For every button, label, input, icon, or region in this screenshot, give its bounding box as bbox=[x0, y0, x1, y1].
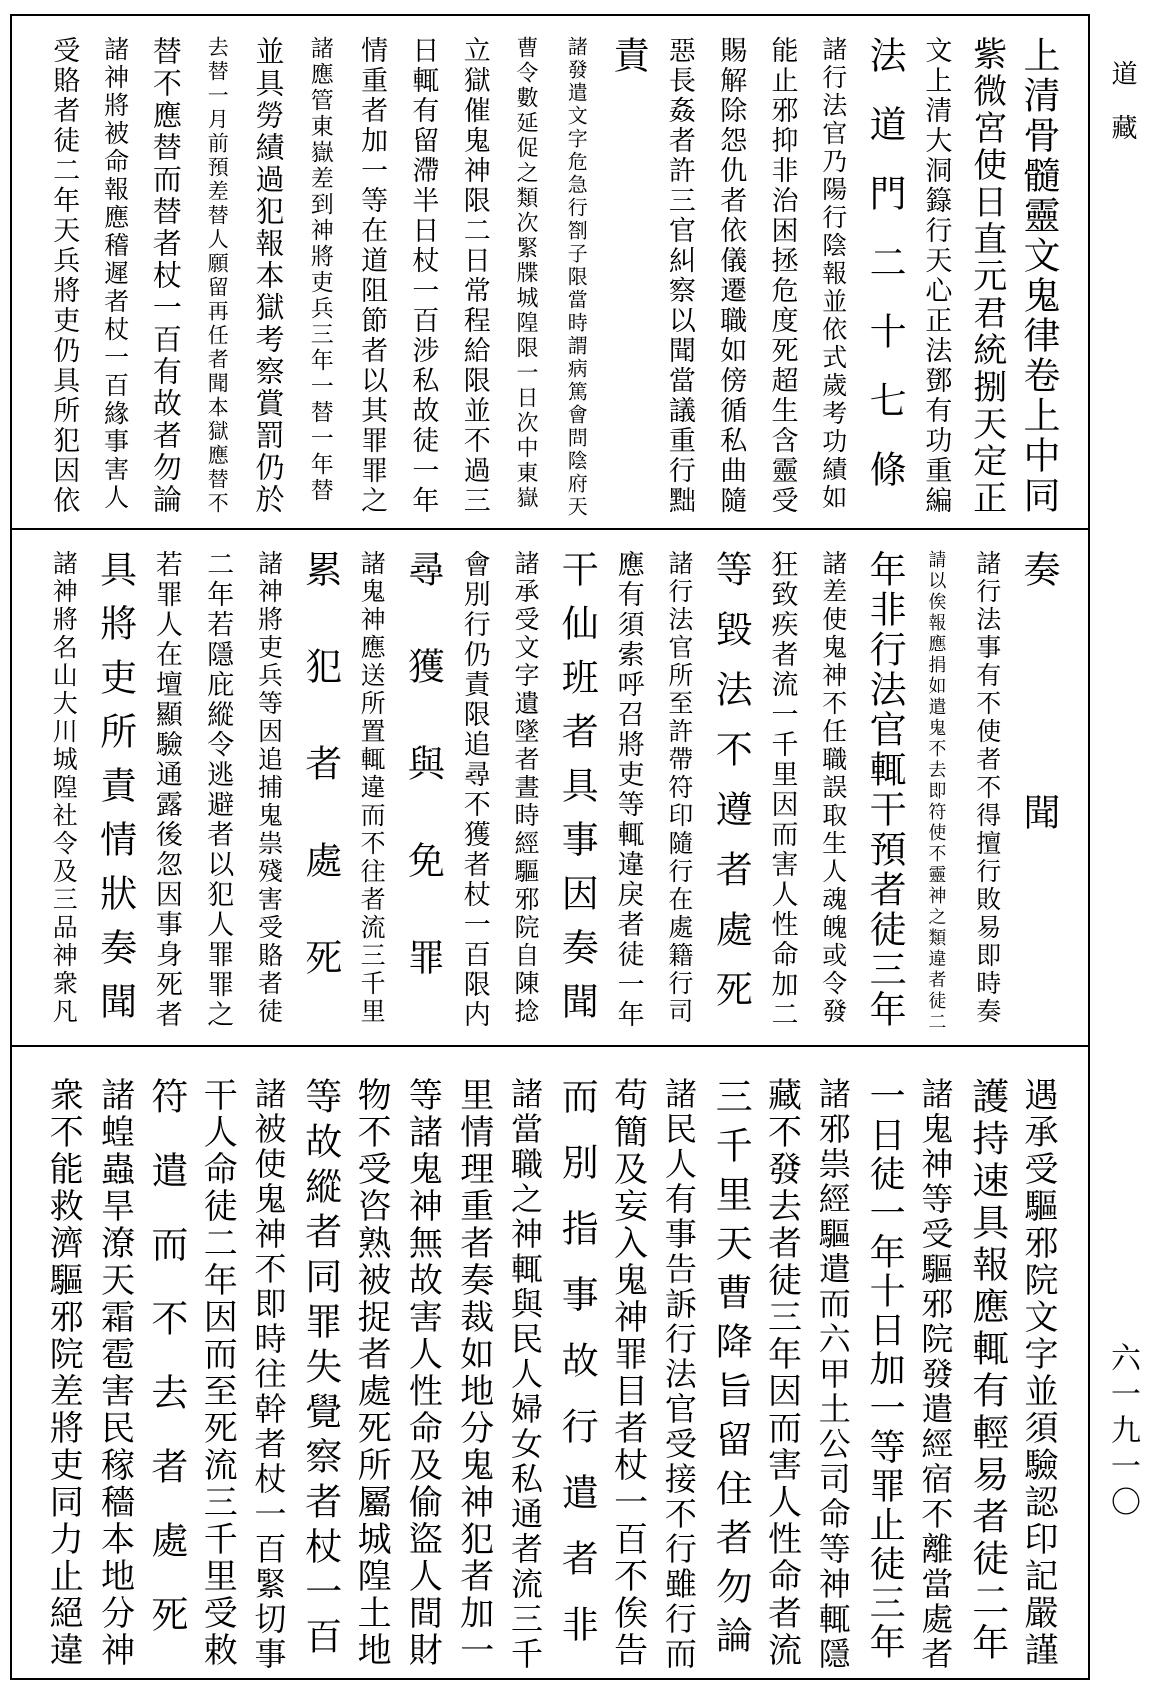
text-column: 等故縱者同罪失覺察者杖一百 bbox=[298, 1077, 342, 1662]
text-panel-middle bbox=[12, 530, 1088, 1045]
text-column: 諸邪祟經驅遣而六甲土公司命等神輒隱 bbox=[813, 1077, 852, 1672]
text-column: 受賂者徒二年天兵將吏仍具所犯因依 bbox=[48, 36, 80, 516]
text-column: 文上清大洞籙行天心正法鄧有功重編 bbox=[920, 36, 952, 516]
text-column: 狂致疾者流一千里因而害人性命加二 bbox=[766, 550, 798, 1030]
text-column: 三千里天曹降旨留住者勿論 bbox=[709, 1077, 753, 1665]
text-column: 諸差使鬼神不任職誤取生人魂魄或令發 bbox=[818, 550, 848, 1026]
text-column: 紫微宮使日直元君統捌天定正 bbox=[966, 36, 1007, 517]
text-column: 衆不能救濟驅邪院差將吏同力止絕違 bbox=[43, 1077, 84, 1669]
text-column: 諸承受文字遺墜者晝時經驅邪院自陳捻 bbox=[510, 550, 540, 1026]
text-column: 一日徒一年十日加一等罪止徒三年 bbox=[864, 1077, 906, 1662]
text-column: 諸鬼神應送所置輒違而不往者流三千里 bbox=[357, 550, 387, 1026]
text-column: 奏聞 bbox=[1016, 550, 1060, 1036]
text-column: 法道門二十七條 bbox=[863, 36, 907, 519]
text-column: 替不應替而替者杖一百有故者勿論 bbox=[148, 36, 183, 516]
page-number: 六一九一〇 bbox=[1105, 1342, 1140, 1522]
scripture-page bbox=[10, 14, 1090, 1680]
text-column: 物不受咨熟被捉者處死所屬城隍土地 bbox=[351, 1077, 392, 1669]
text-column: 等諸鬼神無故害人性命及偷盜人間財 bbox=[402, 1077, 443, 1669]
text-column: 累犯者處死 bbox=[298, 550, 342, 1035]
collection-mark: 道藏 bbox=[1107, 60, 1137, 168]
text-column: 諸行法事有不使者不得擅行敗易即時奏 bbox=[972, 550, 1002, 1026]
text-column: 去替一月前預差替人願留再任者聞本獄應替不 bbox=[205, 36, 230, 516]
text-column: 尋獲與免罪 bbox=[401, 550, 445, 1035]
text-column: 干人命徒二年因而至死流三千里受敕 bbox=[197, 1077, 238, 1669]
text-column: 惡長姦者許三官糾察以聞當議重行黜 bbox=[663, 36, 695, 516]
text-column: 藏不發去者徒三年因而害人性命者流 bbox=[761, 1077, 802, 1669]
text-column: 諸應管東嶽差到神將吏兵三年一替一年替 bbox=[306, 36, 333, 504]
text-column: 並具勞績過犯報本獄考察賞罰仍於 bbox=[251, 36, 286, 516]
text-column: 年非行法官輒干預者徒三年 bbox=[863, 550, 907, 1030]
text-column: 日輒有留滯半日杖一百涉私故徒一年 bbox=[407, 36, 439, 516]
text-column: 會別行仍責限追尋不獲者杖一百限内 bbox=[458, 550, 490, 1030]
text-column: 二年若隱庇縱令逃避者以犯人罪罪之 bbox=[202, 550, 234, 1030]
text-column: 苟簡及妄入鬼神罪目者杖一百不俟告 bbox=[607, 1077, 648, 1669]
text-column: 能止邪抑非治困拯危度死超生含靈受 bbox=[766, 36, 798, 516]
text-column: 具將吏所責情狀奏聞 bbox=[93, 550, 137, 1036]
text-column: 諸蝗蟲旱潦天霜雹害民稼穡本地分神 bbox=[94, 1077, 135, 1669]
text-column: 諸鬼神等受驅邪院發遣經宿不離當處者 bbox=[916, 1077, 955, 1672]
text-column: 諸當職之神輒與民人婦女私通者流三千 bbox=[505, 1077, 544, 1672]
text-column: 諸民人有事告訴行法官受接不行雖行而 bbox=[659, 1077, 698, 1672]
text-column: 諸神將被命報應稽遲者杖一百緣事害人 bbox=[100, 36, 130, 512]
text-column: 諸行法官所至許帶符印隨行在處籍行司 bbox=[664, 550, 694, 1026]
text-panel-bottom bbox=[12, 1047, 1088, 1680]
text-column: 諸被使鬼神不即時往幹者杖一百緊切事 bbox=[249, 1077, 288, 1672]
text-column: 符遣而不去者處死 bbox=[144, 1077, 188, 1669]
text-column: 立獄催鬼神限二日常程給限並不過三 bbox=[458, 36, 490, 516]
text-column: 曹令數延促之類次緊牒城隍限一日次中東嶽 bbox=[512, 36, 538, 511]
text-column: 責 bbox=[606, 36, 650, 520]
text-column: 情重者加一等在道阻節者以其罪罪之 bbox=[356, 36, 388, 516]
text-column: 護持速具報應輒有輕易者徒二年 bbox=[965, 1077, 1009, 1665]
text-column: 而別指事故行遣者非 bbox=[555, 1077, 599, 1671]
text-column: 諸發遣文字危急行劄子限當時謂病篤會問陰府天 bbox=[564, 36, 589, 519]
text-column: 若罪人在壇顯驗通露後忽因事身死者 bbox=[150, 550, 182, 1030]
text-column: 諸行法官乃陽行陰報並依式歲考功績如 bbox=[818, 36, 848, 512]
text-column: 諸神將名山大川城隍社令及三品神衆凡 bbox=[49, 550, 79, 1026]
text-column: 遇承受驅邪院文字並須驗認印記嚴謹 bbox=[1017, 1077, 1058, 1669]
text-column: 上清骨髓靈文鬼律卷上中同 bbox=[1016, 36, 1060, 516]
text-panel-top bbox=[12, 16, 1088, 528]
text-column: 應有須索呼召將吏等輒違戾者徒一年 bbox=[612, 550, 644, 1030]
text-column: 諸神將吏兵等因追捕鬼祟殘害受賂者徒 bbox=[254, 550, 284, 1026]
text-column: 請以俟報應捐如遣鬼不去即符使不靈神之類違者徒二 bbox=[925, 550, 947, 1033]
text-column: 里情理重者奏裁如地分鬼神犯者加一 bbox=[453, 1077, 494, 1669]
text-column: 等毀法不遵者處死 bbox=[709, 550, 753, 1030]
text-column: 干仙班者具事因奏聞 bbox=[555, 550, 599, 1036]
text-column: 賜解除怨仇者依儀遷職如傍循私曲隨 bbox=[715, 36, 747, 516]
